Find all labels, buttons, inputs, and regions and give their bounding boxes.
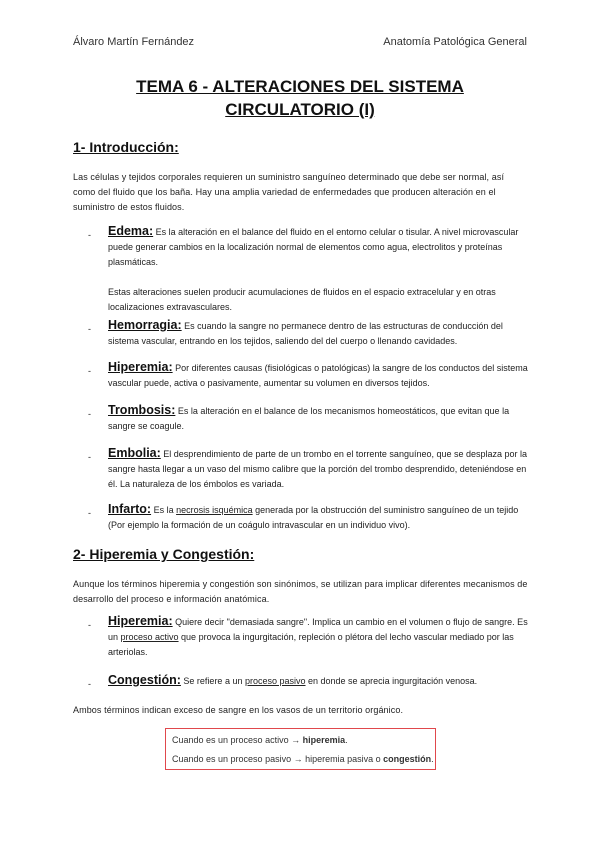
definition-rest: en donde se aprecia ingurgitación venosa. [305, 676, 478, 686]
definition-rest: que provoca la ingurgitación, repleción o plétora del lecho vascular mediado por las arteriolas. [108, 632, 514, 657]
section-1-heading: 1- Introducción: [73, 139, 179, 155]
box-line-1 [172, 731, 435, 750]
intro-paragraph: Las células y tejidos corporales requieren un suministro sanguíneo determinado que debe ser normal, así como del fluido que los baña. Hay una amplia variedad de enfermedades que producen alteración en el suministro de estos fluidos. [73, 172, 505, 212]
definition: Es la [151, 505, 177, 515]
text: . [431, 754, 434, 764]
text: Cuando es un proceso activo [172, 735, 292, 745]
definition: Es la alteración en el balance del fluido en el entorno celular o tisular. A nivel microvascular puede generar cambios en la localización normal de elementos como agua, electrolitos y proteínas plasmáticas. [108, 227, 519, 267]
title-line-1: TEMA 6 - ALTERACIONES DEL SISTEMA [136, 77, 464, 96]
underlined-phrase: proceso activo [120, 632, 179, 642]
term: Congestión: [108, 673, 181, 687]
list-item-congestion: - Congestión: Se refiere a un proceso pasivo en donde se aprecia ingurgitación venosa. [88, 673, 478, 689]
definition-rest: generada por la obstrucción del suministro sanguíneo de un tejido (Por ejemplo la formación de un coágulo intravascular en un individuo vivo). [108, 505, 519, 530]
definition: Se refiere a un [180, 676, 245, 686]
section-2-intro: Aunque los términos hiperemia y congestión son sinónimos, se utilizan para implicar diferentes mecanismos de desarrollo del proceso e información anatómica. [73, 579, 528, 604]
underlined-phrase: proceso pasivo [244, 676, 306, 686]
term: Hemorragia: [108, 318, 182, 332]
title-line-2: CIRCULATORIO (I) [225, 100, 375, 119]
definition: Por diferentes causas (fisiológicas o patológicas) la sangre de los conductos del sistema vascular puede, activa o pasivamente, aumentar su volumen en diversos tejidos. [108, 363, 528, 388]
list-item-hiperemia: - Hiperemia: Por diferentes causas (fisiológicas o patológicas) la sangre de los conductos del sistema vascular puede, activa o pasivamente, aumentar su volumen en diversos tejidos. [88, 360, 528, 388]
definition: Es cuando la sangre no permanece dentro de las estructuras de conducción del sistema vascular, entrando en los tejidos, saliendo del del cuerpo o llenando cavidades. [108, 321, 503, 346]
bold-term: congestión [383, 754, 432, 764]
definition: Es la alteración en el balance de los mecanismos homeostáticos, que evitan que la sangre se coagule. [108, 406, 510, 431]
list-item-edema: - Edema: Es la alteración en el balance del fluido en el entorno celular o tisular. A nivel microvascular puede generar cambios en la localización normal de elementos como agua, electrolitos y proteínas plasmáticas. Estas alteraciones suelen producir acumulaciones de fluidos en el espacio extracelular y en otras localizaciones extravasculares. [88, 224, 528, 315]
definition-extra: Estas alteraciones suelen producir acumulaciones de fluidos en el espacio extracelular y en otras localizaciones extravasculares. [108, 287, 496, 312]
list-item-trombosis: - Trombosis: Es la alteración en el balance de los mecanismos homeostáticos, que evitan que la sangre se coagule. [88, 403, 510, 431]
text: hiperemia pasiva o [302, 754, 384, 764]
term: Edema: [108, 224, 154, 238]
term: Infarto: [108, 502, 152, 516]
header-subject: Anatomía Patológica General [383, 36, 527, 48]
box-line-2 [172, 750, 435, 769]
page-title [0, 75, 600, 121]
summary-box [165, 728, 436, 770]
term: Trombosis: [108, 403, 176, 417]
definition: Quiere decir "demasiada sangre". Implica un cambio en el volumen o flujo de sangre. Es un [108, 617, 528, 642]
list-item-infarto: - Infarto: Es la necrosis isquémica generada por la obstrucción del suministro sanguíneo de un tejido (Por ejemplo la formación de un coágulo intravascular en un individuo vivo). [88, 502, 519, 530]
summary-paragraph: Ambos términos indican exceso de sangre en los vasos de un territorio orgánico. [73, 705, 404, 715]
list-item-hemorragia: - Hemorragia: Es cuando la sangre no permanece dentro de las estructuras de conducción del sistema vascular, entrando en los tejidos, saliendo del del cuerpo o llenando cavidades. [88, 318, 503, 346]
text: . [345, 735, 348, 745]
arrow-icon: → [293, 754, 303, 764]
arrow-icon: → [291, 735, 301, 745]
term: Embolia: [108, 446, 161, 460]
section-2-heading: 2- Hiperemia y Congestión: [73, 546, 255, 562]
underlined-phrase: necrosis isquémica [176, 505, 253, 515]
list-item-hiperemia-2: - Hiperemia: Quiere decir "demasiada sangre". Implica un cambio en el volumen o flujo de sangre. Es un proceso activo que provoca la ingurgitación, repleción o plétora del lecho vascular mediado por las arteriolas. [88, 614, 528, 657]
list-item-embolia: - Embolia: El desprendimiento de parte de un trombo en el torrente sanguíneo, que se desplaza por la sangre hasta llegar a un vaso del mismo calibre que la porción del trombo desprendido, deteniéndose en él. La naturaleza de los émbolos es variada. [88, 446, 528, 489]
text: Cuando es un proceso pasivo [172, 754, 294, 764]
term: Hiperemia: [108, 614, 173, 628]
term: Hiperemia: [108, 360, 173, 374]
definition: El desprendimiento de parte de un trombo en el torrente sanguíneo, que se desplaza por la sangre hasta llegar a un vaso del mismo calibre que la porción del trombo desprendido, deteniéndose en él. La naturaleza de los émbolos es variada. [108, 449, 528, 489]
bold-term: hiperemia [302, 735, 346, 745]
header-author: Álvaro Martín Fernández [73, 36, 195, 48]
